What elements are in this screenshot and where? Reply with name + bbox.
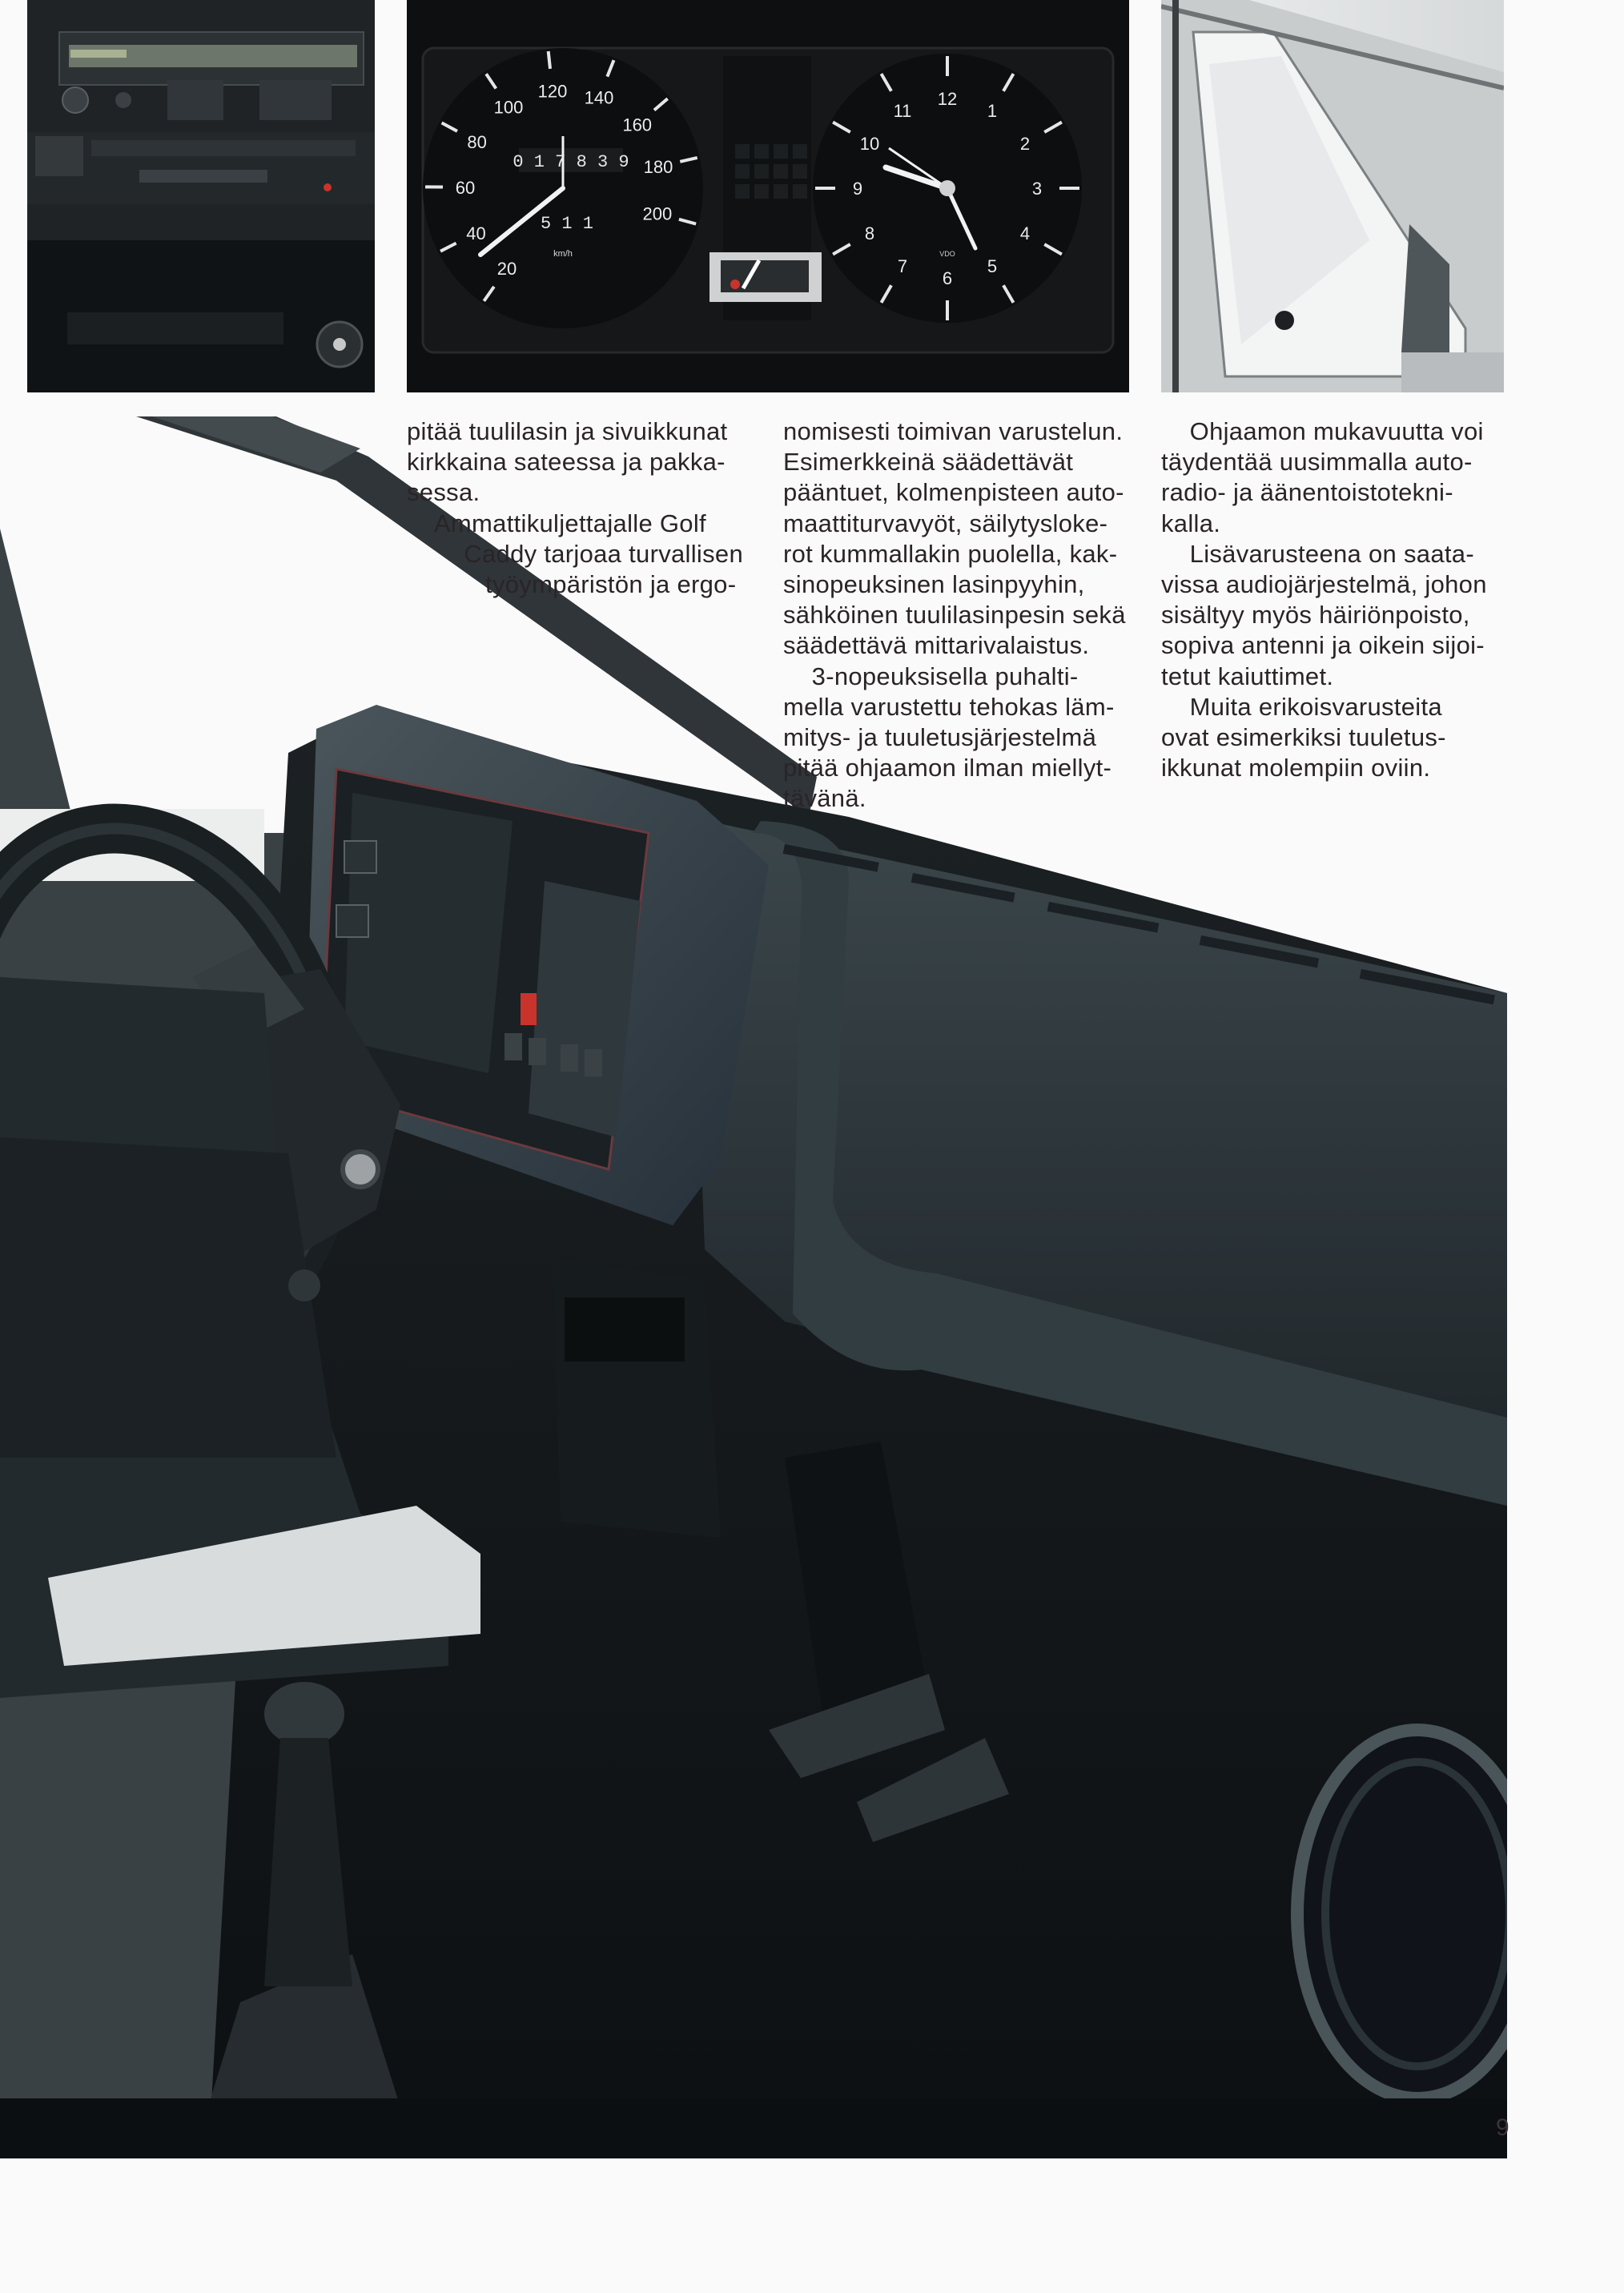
col2-line: 3-nopeuksisella puhalti- xyxy=(783,662,1079,690)
speed-tick-label: 200 xyxy=(642,203,673,224)
col2-line: tävänä. xyxy=(783,784,866,813)
col1-line: sessa. xyxy=(407,478,480,507)
instrument-cluster-photo xyxy=(407,0,1129,392)
speed-tick-label: 120 xyxy=(537,81,568,102)
col1-line: Caddy tarjoaa turvallisen xyxy=(407,539,743,568)
speed-tick-label: 160 xyxy=(622,115,653,135)
speed-tick-label: 100 xyxy=(493,97,524,118)
speed-tick-label: 20 xyxy=(496,258,517,279)
col3-line: tetut kaiuttimet. xyxy=(1161,662,1334,690)
col1-line: kirkkaina sateessa ja pakka- xyxy=(407,448,726,477)
text-column-2 xyxy=(783,416,1136,815)
text-column-1 xyxy=(407,416,751,600)
window-vent-photo xyxy=(1161,0,1504,392)
col3-line: radio- ja äänentoistotekni- xyxy=(1161,478,1453,507)
clock-number: 5 xyxy=(987,255,998,276)
col3-line: kalla. xyxy=(1161,509,1221,537)
col1-line: Ammattikuljettajalle Golf xyxy=(407,509,706,537)
speed-unit-label: km/h xyxy=(553,249,573,259)
clock-number: 1 xyxy=(987,101,998,122)
clock-number: 9 xyxy=(852,179,863,199)
col2-line: sähköinen tuulilasinpesin sekä xyxy=(783,601,1126,630)
clock-number: 11 xyxy=(893,101,912,122)
col2-line: sinopeuksinen lasinpyyhin, xyxy=(783,570,1085,599)
col2-line: säädettävä mittarivalaistus. xyxy=(783,631,1090,660)
col2-line: pääntuet, kolmenpisteen auto- xyxy=(783,478,1124,507)
text-column-3 xyxy=(1161,416,1505,783)
col3-line: Muita erikoisvarusteita xyxy=(1161,692,1442,721)
col2-line: pitää ohjaamon ilman miellyt- xyxy=(783,754,1112,782)
clock-number: 8 xyxy=(864,223,875,243)
col2-line: maattiturvavyöt, säilytysloke- xyxy=(783,509,1108,537)
clock-brand-label: VDO xyxy=(939,250,955,258)
col3-line: ikkunat molempiin oviin. xyxy=(1161,754,1431,782)
clock-number: 10 xyxy=(859,134,880,154)
col3-line: täydentää uusimmalla auto- xyxy=(1161,448,1473,477)
col2-line: Esimerkkeinä säädettävät xyxy=(783,448,1074,477)
col3-line: ovat esimerkiksi tuuletus- xyxy=(1161,723,1446,752)
clock-number: 12 xyxy=(937,89,958,109)
col3-line: sisältyy myös häiriönpoisto, xyxy=(1161,601,1470,630)
clock-number: 3 xyxy=(1031,179,1043,199)
speed-tick-label: 180 xyxy=(643,157,673,178)
col3-line: sopiva antenni ja oikein sijoi- xyxy=(1161,631,1485,660)
clock-number: 7 xyxy=(897,255,908,276)
odometer-readout: 0 1 7 8 3 9 xyxy=(513,152,629,172)
page-number: 9 xyxy=(1496,2114,1509,2141)
speed-tick-label: 40 xyxy=(466,223,486,243)
speed-tick xyxy=(549,51,550,69)
radio-panel-photo xyxy=(27,0,375,392)
col3-line: Ohjaamon mukavuutta voi xyxy=(1161,417,1484,445)
col3-line: vissa audiojärjestelmä, johon xyxy=(1161,570,1487,599)
col2-line: rot kummallakin puolella, kak- xyxy=(783,539,1118,568)
col2-line: nomisesti toimivan varustelun. xyxy=(783,417,1124,445)
trip-readout: 5 1 1 xyxy=(540,214,594,234)
speed-tick-label: 60 xyxy=(455,177,476,198)
speed-tick-label: 140 xyxy=(584,87,614,108)
clock-number: 6 xyxy=(942,268,953,288)
col2-line: mitys- ja tuuletusjärjestelmä xyxy=(783,723,1097,752)
speed-tick-label: 80 xyxy=(467,132,487,153)
clock-number: 4 xyxy=(1019,223,1031,243)
col3-line: Lisävarusteena on saata- xyxy=(1161,539,1474,568)
col1-line: pitää tuulilasin ja sivuikkunat xyxy=(407,417,728,445)
clock-number: 2 xyxy=(1019,134,1031,154)
col1-line: työympäristön ja ergo- xyxy=(407,570,737,599)
col2-line: mella varustettu tehokas läm- xyxy=(783,692,1115,721)
